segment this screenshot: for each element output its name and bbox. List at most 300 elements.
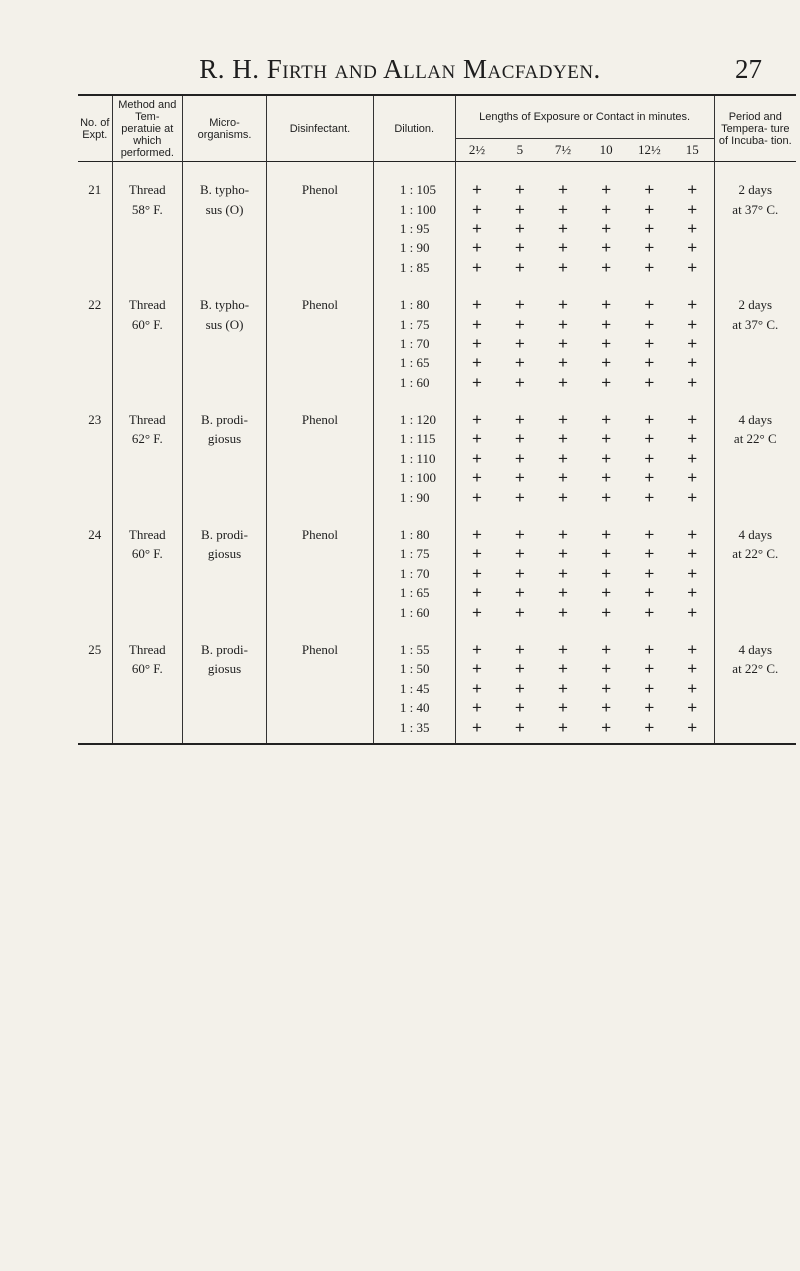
spacer-cell: [267, 392, 374, 410]
cell-result: +: [601, 238, 612, 258]
cell-disinfectant: [267, 199, 374, 218]
cell-result: +: [455, 659, 498, 678]
cell-expt-no: [78, 199, 112, 218]
cell-result: +: [644, 563, 655, 583]
cell-expt-no: 25: [88, 642, 102, 657]
cell-disinfectant: Phenol: [267, 295, 374, 314]
page-number: 27: [735, 54, 762, 84]
cell-expt-no: [78, 219, 112, 238]
cell-result: +: [687, 602, 698, 622]
cell-incubation: at 22° C.: [714, 544, 796, 563]
spacer-cell: [267, 507, 374, 525]
table-row: [78, 373, 796, 392]
cell-method: Thread: [112, 525, 182, 544]
cell-result: +: [644, 257, 655, 277]
cell-micro-organism: [183, 717, 267, 736]
cell-dilution: 1 : 35: [373, 717, 455, 736]
col-header-method: Method and Tem- peratuie at which performed.: [112, 95, 182, 162]
cell-incubation: [714, 679, 796, 698]
col-header-time: 12½: [637, 142, 661, 157]
cell-result: +: [455, 258, 498, 277]
group-spacer: [78, 277, 796, 295]
spacer-cell: [183, 737, 267, 744]
cell-method: [112, 468, 182, 487]
cell-result: +: [514, 678, 525, 698]
cell-micro-organism: [183, 564, 267, 583]
spacer-cell: [455, 737, 498, 744]
cell-disinfectant: [267, 698, 374, 717]
spacer-cell: [541, 622, 584, 640]
cell-result: +: [601, 659, 612, 679]
table-row: [78, 583, 796, 602]
cell-incubation: [714, 238, 796, 257]
cell-incubation: at 37° C.: [714, 314, 796, 333]
spacer-cell: [78, 392, 112, 410]
table-row: [78, 180, 796, 199]
cell-result: +: [455, 602, 498, 621]
cell-expt-no: [78, 583, 112, 602]
cell-result: +: [601, 448, 612, 468]
cell-micro-organism: giosus: [183, 544, 267, 563]
cell-micro-organism: B. prodi-: [183, 640, 267, 659]
cell-expt-no: 22: [88, 297, 102, 313]
cell-result: +: [687, 180, 698, 200]
cell-result: +: [558, 372, 568, 392]
col-header-exposure: Lengths of Exposure or Contact in minutes.: [455, 95, 714, 139]
cell-micro-organism: giosus: [183, 659, 267, 678]
table-row: [78, 468, 796, 487]
cell-result: +: [558, 659, 568, 679]
table-row: [78, 544, 796, 563]
cell-disinfectant: [267, 583, 374, 602]
spacer-cell: [498, 737, 541, 744]
cell-result: +: [601, 602, 612, 622]
cell-disinfectant: [267, 353, 374, 372]
spacer-cell: [498, 277, 541, 295]
cell-result: +: [455, 717, 498, 736]
cell-incubation: [714, 258, 796, 277]
spacer-cell: [585, 507, 628, 525]
spacer-cell: [267, 162, 374, 181]
spacer-cell: [585, 737, 628, 744]
spacer-cell: [628, 622, 671, 640]
cell-method: 62° F.: [112, 429, 182, 448]
spacer-cell: [628, 507, 671, 525]
spacer-cell: [541, 277, 584, 295]
cell-micro-organism: [183, 219, 267, 238]
cell-result: +: [687, 583, 698, 603]
cell-disinfectant: [267, 468, 374, 487]
cell-result: +: [558, 429, 568, 449]
cell-result: +: [644, 544, 655, 564]
cell-result: +: [687, 238, 698, 258]
cell-result: +: [644, 487, 655, 507]
table-row: [78, 717, 796, 736]
spacer-cell: [373, 507, 455, 525]
cell-incubation: [714, 583, 796, 602]
cell-result: +: [687, 698, 698, 718]
spacer-cell: [714, 392, 796, 410]
cell-disinfectant: [267, 429, 374, 448]
cell-expt-no: [78, 429, 112, 448]
cell-disinfectant: [267, 314, 374, 333]
cell-result: +: [687, 218, 698, 238]
cell-result: +: [601, 544, 612, 564]
cell-result: +: [514, 468, 525, 488]
cell-incubation: at 22° C: [714, 429, 796, 448]
col-header-time: 7½: [554, 142, 572, 157]
cell-method: [112, 698, 182, 717]
table-row: [78, 334, 796, 353]
cell-expt-no: 21: [88, 182, 102, 198]
cell-result: +: [601, 333, 612, 353]
cell-method: [112, 449, 182, 468]
cell-result: +: [644, 468, 655, 488]
cell-result: +: [558, 257, 568, 277]
cell-micro-organism: [183, 698, 267, 717]
cell-result: +: [514, 180, 525, 200]
cell-result: +: [455, 410, 498, 429]
cell-result: +: [514, 372, 525, 392]
spacer-cell: [498, 507, 541, 525]
spacer-cell: [671, 277, 714, 295]
results-table-wrapper: [78, 94, 796, 745]
cell-result: +: [601, 678, 612, 698]
cell-result: +: [514, 314, 525, 334]
cell-method: [112, 353, 182, 372]
cell-result: +: [558, 544, 568, 564]
cell-dilution: 1 : 75: [373, 544, 455, 563]
cell-method: [112, 583, 182, 602]
cell-result: +: [455, 334, 498, 353]
spacer-cell: [671, 162, 714, 181]
cell-method: Thread: [112, 295, 182, 314]
spacer-cell: [455, 392, 498, 410]
cell-expt-no: [78, 334, 112, 353]
cell-result: +: [601, 487, 612, 507]
cell-incubation: at 22° C.: [714, 659, 796, 678]
spacer-cell: [112, 622, 182, 640]
table-row: [78, 353, 796, 372]
cell-expt-no: [78, 353, 112, 372]
cell-result: +: [644, 659, 655, 679]
cell-method: [112, 373, 182, 392]
group-spacer: [78, 392, 796, 410]
cell-result: +: [455, 698, 498, 717]
cell-incubation: [714, 717, 796, 736]
cell-result: +: [644, 448, 655, 468]
cell-result: +: [687, 372, 698, 392]
spacer-cell: [671, 737, 714, 744]
cell-result: +: [558, 525, 568, 545]
cell-result: +: [644, 353, 655, 373]
cell-expt-no: [78, 258, 112, 277]
spacer-cell: [628, 162, 671, 181]
cell-result: +: [687, 659, 698, 679]
table-row: [78, 525, 796, 544]
cell-disinfectant: Phenol: [267, 180, 374, 199]
table-row: [78, 258, 796, 277]
col-header-time: 10: [599, 142, 613, 157]
cell-dilution: 1 : 60: [373, 373, 455, 392]
cell-result: +: [514, 583, 525, 603]
cell-result: +: [455, 544, 498, 563]
cell-incubation: [714, 219, 796, 238]
cell-result: +: [558, 468, 568, 488]
cell-method: [112, 717, 182, 736]
cell-micro-organism: sus (O): [183, 199, 267, 218]
cell-expt-no: [78, 449, 112, 468]
cell-result: +: [558, 295, 568, 315]
table-row: [78, 295, 796, 314]
cell-disinfectant: Phenol: [267, 410, 374, 429]
spacer-cell: [112, 162, 182, 181]
cell-method: 60° F.: [112, 659, 182, 678]
spacer-cell: [671, 622, 714, 640]
cell-dilution: 1 : 60: [373, 602, 455, 621]
cell-result: +: [601, 257, 612, 277]
table-body: [78, 162, 796, 744]
cell-expt-no: [78, 717, 112, 736]
cell-incubation: at 37° C.: [714, 199, 796, 218]
cell-result: +: [455, 180, 498, 199]
cell-disinfectant: Phenol: [267, 525, 374, 544]
spacer-cell: [78, 622, 112, 640]
cell-disinfectant: [267, 449, 374, 468]
cell-incubation: 4 days: [714, 525, 796, 544]
cell-result: +: [601, 180, 612, 200]
cell-result: +: [558, 583, 568, 603]
cell-result: +: [455, 640, 498, 659]
cell-micro-organism: [183, 258, 267, 277]
table-row: [78, 698, 796, 717]
cell-result: +: [644, 525, 655, 545]
cell-disinfectant: Phenol: [267, 640, 374, 659]
cell-dilution: 1 : 120: [373, 410, 455, 429]
cell-dilution: 1 : 65: [373, 353, 455, 372]
cell-result: +: [558, 353, 568, 373]
cell-result: +: [644, 602, 655, 622]
cell-result: +: [514, 717, 525, 737]
cell-expt-no: [78, 544, 112, 563]
cell-result: +: [644, 333, 655, 353]
spacer-cell: [541, 162, 584, 181]
col-header-micro: Micro- organisms.: [183, 95, 267, 162]
cell-result: +: [687, 353, 698, 373]
cell-incubation: 4 days: [714, 410, 796, 429]
table-row: [78, 314, 796, 333]
cell-dilution: 1 : 80: [373, 525, 455, 544]
cell-micro-organism: sus (O): [183, 314, 267, 333]
col-header-time: 2½: [455, 139, 498, 162]
cell-method: [112, 679, 182, 698]
cell-disinfectant: [267, 219, 374, 238]
cell-dilution: 1 : 70: [373, 334, 455, 353]
cell-result: +: [687, 410, 698, 430]
table-row: [78, 640, 796, 659]
spacer-cell: [373, 392, 455, 410]
cell-result: +: [644, 410, 655, 430]
cell-result: +: [601, 218, 612, 238]
cell-dilution: 1 : 90: [373, 238, 455, 257]
cell-dilution: 1 : 100: [373, 199, 455, 218]
spacer-cell: [541, 737, 584, 744]
table-row: [78, 679, 796, 698]
cell-result: +: [514, 698, 525, 718]
cell-micro-organism: B. typho-: [183, 180, 267, 199]
spacer-cell: [541, 507, 584, 525]
cell-disinfectant: [267, 544, 374, 563]
cell-result: +: [455, 564, 498, 583]
cell-result: +: [687, 295, 698, 315]
cell-result: +: [644, 698, 655, 718]
table-row: [78, 219, 796, 238]
cell-result: +: [455, 219, 498, 238]
table-row: [78, 449, 796, 468]
cell-result: +: [601, 410, 612, 430]
cell-dilution: 1 : 50: [373, 659, 455, 678]
cell-dilution: 1 : 85: [373, 258, 455, 277]
spacer-cell: [267, 277, 374, 295]
group-spacer: [78, 507, 796, 525]
cell-micro-organism: [183, 602, 267, 621]
cell-result: +: [687, 199, 698, 219]
spacer-cell: [455, 507, 498, 525]
cell-result: +: [558, 238, 568, 258]
cell-result: +: [455, 468, 498, 487]
cell-micro-organism: [183, 487, 267, 506]
spacer-cell: [373, 277, 455, 295]
cell-incubation: 2 days: [714, 295, 796, 314]
spacer-cell: [585, 392, 628, 410]
col-header-dilution: Dilution.: [373, 95, 455, 162]
spacer-cell: [78, 162, 112, 181]
spacer-cell: [373, 622, 455, 640]
cell-result: +: [558, 410, 568, 430]
col-header-no: No. of Expt.: [80, 116, 110, 141]
table-row: [78, 602, 796, 621]
spacer-cell: [78, 277, 112, 295]
cell-incubation: [714, 564, 796, 583]
cell-micro-organism: [183, 679, 267, 698]
cell-result: +: [514, 410, 525, 430]
cell-dilution: 1 : 115: [373, 429, 455, 448]
cell-result: +: [514, 448, 525, 468]
spacer-cell: [183, 507, 267, 525]
cell-method: 60° F.: [112, 544, 182, 563]
cell-result: +: [558, 218, 568, 238]
cell-result: +: [687, 640, 698, 659]
spacer-cell: [112, 737, 182, 744]
cell-result: +: [601, 199, 612, 219]
cell-incubation: [714, 334, 796, 353]
cell-result: +: [644, 640, 655, 659]
spacer-cell: [714, 277, 796, 295]
spacer-cell: [183, 162, 267, 181]
cell-method: Thread: [112, 410, 182, 429]
spacer-cell: [714, 622, 796, 640]
cell-disinfectant: [267, 373, 374, 392]
spacer-cell: [267, 622, 374, 640]
spacer-cell: [628, 277, 671, 295]
cell-result: +: [455, 199, 498, 218]
cell-dilution: 1 : 75: [373, 314, 455, 333]
cell-result: +: [514, 257, 525, 277]
spacer-cell: [541, 392, 584, 410]
cell-result: +: [455, 679, 498, 698]
cell-result: +: [687, 678, 698, 698]
cell-result: +: [644, 372, 655, 392]
cell-result: +: [455, 373, 498, 392]
cell-expt-no: [78, 564, 112, 583]
table-end-rule: [78, 737, 796, 744]
cell-result: +: [687, 717, 698, 737]
spacer-cell: [714, 507, 796, 525]
cell-result: +: [644, 314, 655, 334]
cell-result: +: [558, 333, 568, 353]
spacer-cell: [628, 737, 671, 744]
cell-method: 58° F.: [112, 199, 182, 218]
spacer-cell: [714, 737, 796, 744]
cell-result: +: [455, 238, 498, 257]
cell-method: [112, 564, 182, 583]
cell-micro-organism: [183, 583, 267, 602]
table-row: [78, 659, 796, 678]
cell-result: +: [558, 487, 568, 507]
cell-method: 60° F.: [112, 314, 182, 333]
cell-result: +: [644, 429, 655, 449]
cell-dilution: 1 : 55: [373, 640, 455, 659]
spacer-cell: [183, 277, 267, 295]
cell-dilution: 1 : 100: [373, 468, 455, 487]
cell-expt-no: [78, 238, 112, 257]
table-row: [78, 238, 796, 257]
cell-result: +: [687, 544, 698, 564]
cell-incubation: 2 days: [714, 180, 796, 199]
cell-result: +: [687, 563, 698, 583]
cell-result: +: [514, 333, 525, 353]
cell-result: +: [644, 218, 655, 238]
spacer-cell: [585, 622, 628, 640]
cell-expt-no: [78, 468, 112, 487]
cell-result: +: [644, 678, 655, 698]
cell-result: +: [514, 218, 525, 238]
spacer-cell: [373, 162, 455, 181]
cell-result: +: [601, 295, 612, 315]
table-row: [78, 429, 796, 448]
cell-disinfectant: [267, 564, 374, 583]
cell-micro-organism: [183, 238, 267, 257]
results-table: [78, 94, 796, 745]
cell-disinfectant: [267, 659, 374, 678]
cell-micro-organism: B. prodi-: [183, 410, 267, 429]
cell-result: +: [687, 429, 698, 449]
spacer-cell: [112, 392, 182, 410]
cell-method: Thread: [112, 180, 182, 199]
cell-method: Thread: [112, 640, 182, 659]
cell-result: +: [687, 314, 698, 334]
cell-result: +: [558, 602, 568, 622]
spacer-cell: [183, 392, 267, 410]
cell-dilution: 1 : 110: [373, 449, 455, 468]
cell-method: [112, 602, 182, 621]
spacer-cell: [183, 622, 267, 640]
cell-result: +: [687, 468, 698, 488]
cell-incubation: [714, 449, 796, 468]
spacer-cell: [373, 737, 455, 744]
cell-micro-organism: giosus: [183, 429, 267, 448]
cell-result: +: [514, 563, 525, 583]
